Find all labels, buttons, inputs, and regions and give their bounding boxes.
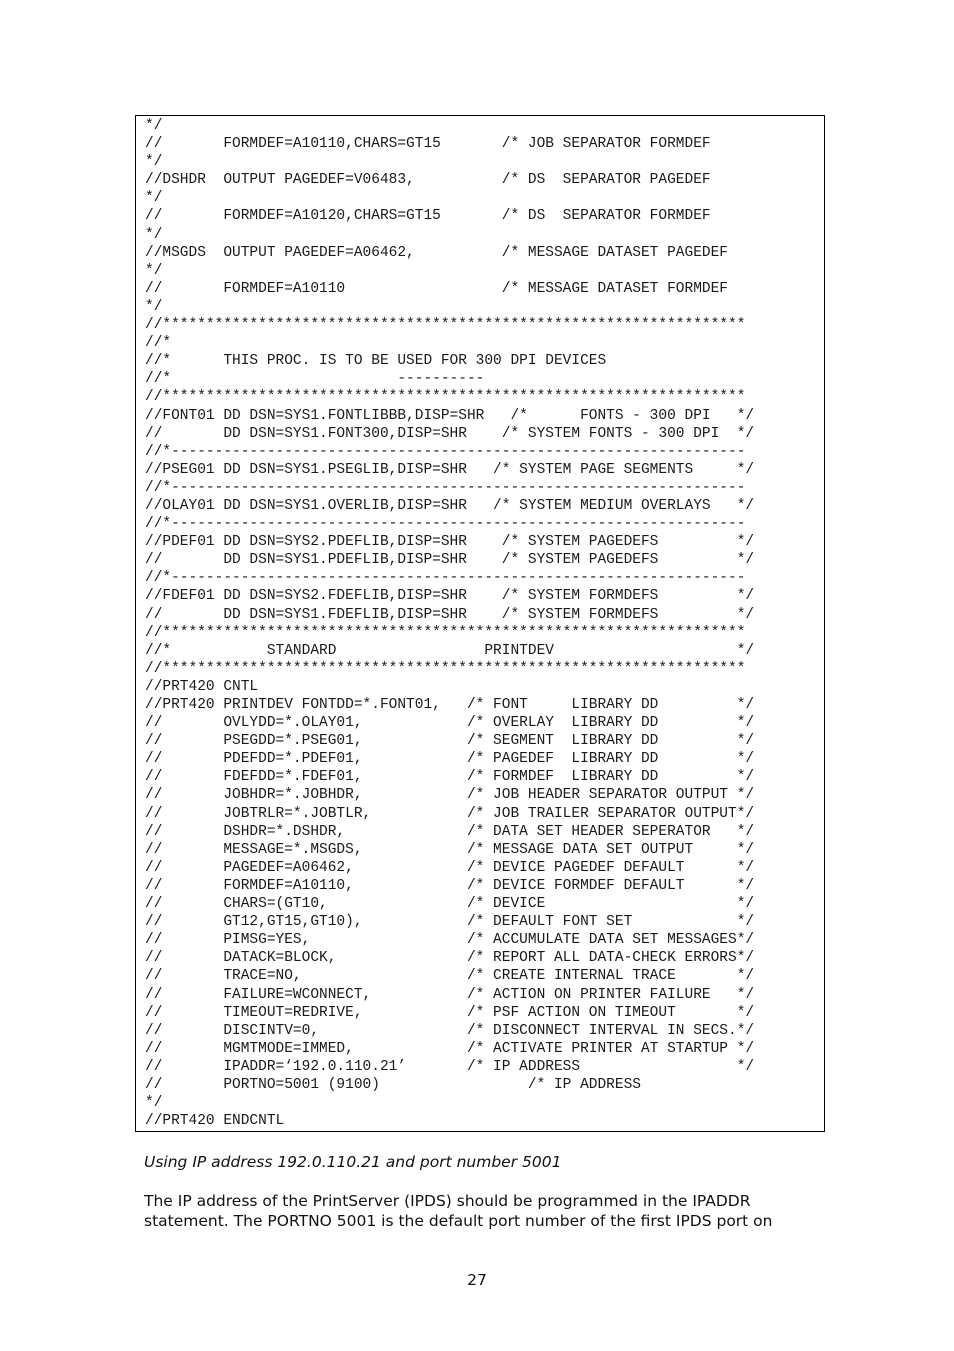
code-line: // PAGEDEF=A06462, /* DEVICE PAGEDEF DEFAULT */ xyxy=(145,859,755,876)
paragraph-line: statement. The PORTNO 5001 is the default port number of the first IPDS port on xyxy=(144,1211,773,1230)
code-line: // IPADDR=‘192.0.110.21’ /* IP ADDRESS */ xyxy=(145,1058,755,1075)
code-line: //******************************************************************* xyxy=(145,317,746,334)
code-line: */ xyxy=(145,226,163,243)
code-line: // DISCINTV=0, /* DISCONNECT INTERVAL IN SECS.*/ xyxy=(145,1022,755,1039)
code-line: // FORMDEF=A10110,CHARS=GT15 /* JOB SEPARATOR FORMDEF xyxy=(145,136,711,153)
code-line: // JOBHDR=*.JOBHDR, /* JOB HEADER SEPARATOR OUTPUT */ xyxy=(145,787,755,804)
code-line: */ xyxy=(145,154,163,171)
code-line: //DSHDR OUTPUT PAGEDEF=V06483, /* DS SEPARATOR PAGEDEF xyxy=(145,172,711,189)
code-line: // DATACK=BLOCK, /* REPORT ALL DATA-CHECK ERRORS*/ xyxy=(145,950,755,967)
paragraph-line: The IP address of the PrintServer (IPDS) should be programmed in the IPADDR xyxy=(144,1192,751,1210)
code-line: // DD DSN=SYS1.FDEFLIB,DISP=SHR /* SYSTEM FORMDEFS */ xyxy=(145,606,755,623)
code-line: // FDEFDD=*.FDEF01, /* FORMDEF LIBRARY DD */ xyxy=(145,769,755,786)
code-line: //* STANDARD PRINTDEV */ xyxy=(145,642,755,659)
jcl-code-listing xyxy=(135,115,825,1132)
code-line: //MSGDS OUTPUT PAGEDEF=A06462, /* MESSAGE DATASET PAGEDEF xyxy=(145,244,728,261)
code-line: //* xyxy=(145,335,172,352)
code-line: // OVLYDD=*.OLAY01, /* OVERLAY LIBRARY DD */ xyxy=(145,715,755,732)
code-line: // FAILURE=WCONNECT, /* ACTION ON PRINTER FAILURE */ xyxy=(145,986,755,1003)
code-line: //******************************************************************* xyxy=(145,660,746,677)
code-line: // DD DSN=SYS1.FONT300,DISP=SHR /* SYSTEM FONTS - 300 DPI */ xyxy=(145,425,755,442)
code-line: // PORTNO=5001 (9100) /* IP ADDRESS xyxy=(145,1076,641,1093)
code-line: // CHARS=(GT10, /* DEVICE */ xyxy=(145,896,755,913)
page-number: 27 xyxy=(467,1271,487,1289)
code-line: //******************************************************************* xyxy=(145,624,746,641)
code-line: */ xyxy=(145,262,163,279)
code-line: //* THIS PROC. IS TO BE USED FOR 300 DPI DEVICES xyxy=(145,353,607,370)
code-line: //PRT420 PRINTDEV FONTDD=*.FONT01, /* FONT LIBRARY DD */ xyxy=(145,697,755,713)
code-line: // FORMDEF=A10110 /* MESSAGE DATASET FORMDEF xyxy=(145,280,728,297)
code-line: // GT12,GT15,GT10), /* DEFAULT FONT SET */ xyxy=(145,914,755,931)
code-line: // TIMEOUT=REDRIVE, /* PSF ACTION ON TIMEOUT */ xyxy=(145,1004,755,1021)
code-line: //FONT01 DD DSN=SYS1.FONTLIBBB,DISP=SHR /* FONTS - 300 DPI */ xyxy=(145,407,755,424)
code-line: //*------------------------------------------------------------------ xyxy=(145,443,746,460)
code-line: // FORMDEF=A10110, /* DEVICE FORMDEF DEFAULT */ xyxy=(145,877,755,894)
code-line: //PRT420 CNTL xyxy=(145,678,259,695)
code-line: //PSEG01 DD DSN=SYS1.PSEGLIB,DISP=SHR /* SYSTEM PAGE SEGMENTS */ xyxy=(145,461,755,478)
code-line: // PIMSG=YES, /* ACCUMULATE DATA SET MESSAGES*/ xyxy=(145,932,755,949)
code-line: */ xyxy=(145,118,163,134)
body-paragraph xyxy=(144,1192,824,1231)
code-line: // MGMTMODE=IMMED, /* ACTIVATE PRINTER AT STARTUP */ xyxy=(145,1040,755,1057)
code-line: // PDEFDD=*.PDEF01, /* PAGEDEF LIBRARY DD */ xyxy=(145,751,755,768)
code-line: // TRACE=NO, /* CREATE INTERNAL TRACE */ xyxy=(145,968,755,985)
code-line: //FDEF01 DD DSN=SYS2.FDEFLIB,DISP=SHR /* SYSTEM FORMDEFS */ xyxy=(145,588,755,605)
code-line: */ xyxy=(145,298,163,315)
code-line: //OLAY01 DD DSN=SYS1.OVERLIB,DISP=SHR /* SYSTEM MEDIUM OVERLAYS */ xyxy=(145,497,755,514)
code-line: // MESSAGE=*.MSGDS, /* MESSAGE DATA SET OUTPUT */ xyxy=(145,841,755,858)
code-line: */ xyxy=(145,190,163,207)
code-line: //*------------------------------------------------------------------ xyxy=(145,516,746,533)
code-line: // DD DSN=SYS1.PDEFLIB,DISP=SHR /* SYSTEM PAGEDEFS */ xyxy=(145,552,755,569)
code-line: // JOBTRLR=*.JOBTLR, /* JOB TRAILER SEPARATOR OUTPUT*/ xyxy=(145,805,755,822)
figure-caption: Using IP address 192.0.110.21 and port number 5001 xyxy=(144,1153,562,1171)
code-line: //*------------------------------------------------------------------ xyxy=(145,570,746,587)
code-line: // PSEGDD=*.PSEG01, /* SEGMENT LIBRARY DD */ xyxy=(145,733,755,750)
code-line: //PRT420 ENDCNTL xyxy=(145,1113,285,1130)
code-line: */ xyxy=(145,1095,163,1112)
code-line: //******************************************************************* xyxy=(145,389,746,406)
code-line: //* ---------- xyxy=(145,371,485,388)
code-line: //*------------------------------------------------------------------ xyxy=(145,479,746,496)
code-line: // DSHDR=*.DSHDR, /* DATA SET HEADER SEPERATOR */ xyxy=(145,823,755,840)
code-line: // FORMDEF=A10120,CHARS=GT15 /* DS SEPARATOR FORMDEF xyxy=(145,208,711,225)
code-line: //PDEF01 DD DSN=SYS2.PDEFLIB,DISP=SHR /* SYSTEM PAGEDEFS */ xyxy=(145,534,755,551)
